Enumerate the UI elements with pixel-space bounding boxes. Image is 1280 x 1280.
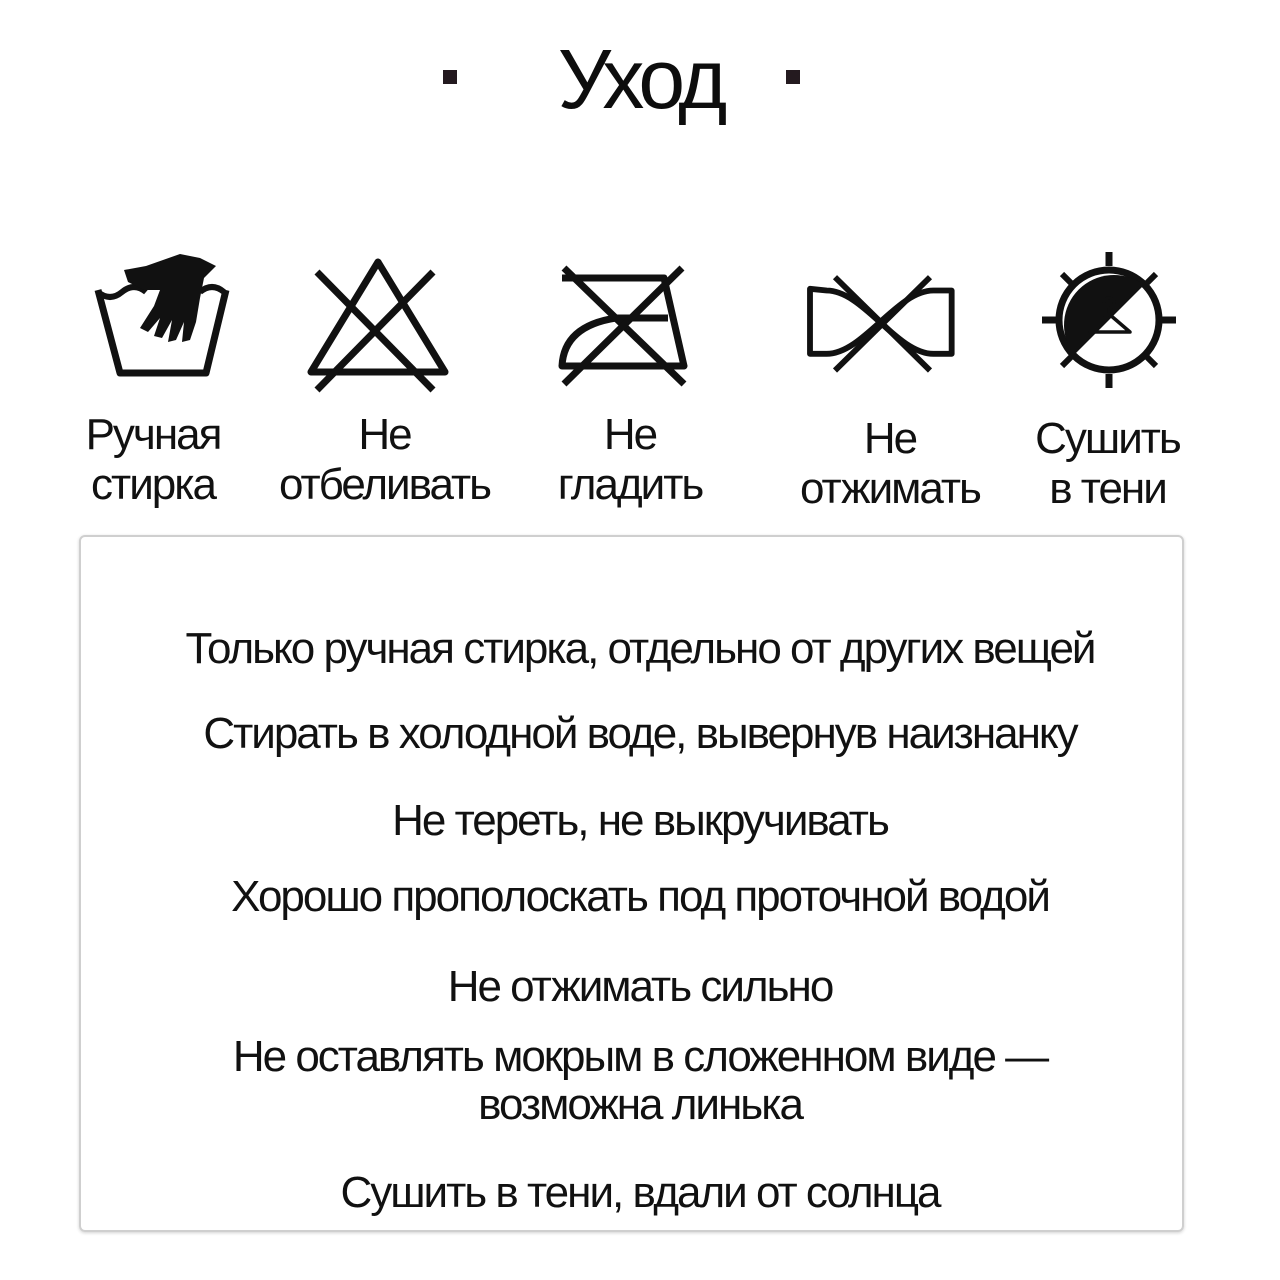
instruction-line: возможна линька: [478, 1080, 802, 1129]
label-shade-dry: Сушить в тени: [1035, 414, 1180, 513]
instruction-line: Не тереть, не выкручивать: [392, 796, 888, 845]
no-wring-icon: [805, 248, 955, 398]
instruction-line: Только ручная стирка, отдельно от других вещей: [185, 624, 1095, 673]
instruction-line: Хорошо прополоскать под проточной водой: [231, 872, 1049, 921]
shade-dry-icon: [1034, 248, 1184, 398]
header: [0, 28, 1280, 138]
label-no-wring: Не отжимать: [800, 414, 980, 513]
label-hand-wash: Ручная стирка: [85, 410, 221, 509]
label-no-iron: Не гладить: [557, 410, 703, 509]
no-iron-icon: [556, 248, 706, 398]
instruction-line: Не отжимать сильно: [447, 962, 833, 1011]
label-no-bleach: Не отбеливать: [278, 410, 491, 509]
instruction-line: Стирать в холодной воде, вывернув наизнанку: [203, 709, 1077, 758]
hand-wash-icon: [88, 248, 238, 398]
instruction-line: Сушить в тени, вдали от солнца: [340, 1168, 940, 1217]
page-title: Уход: [557, 32, 723, 126]
bullet-right-icon: [786, 70, 800, 84]
no-bleach-icon: [303, 248, 453, 398]
instruction-line: Не оставлять мокрым в сложенном виде —: [232, 1032, 1048, 1081]
